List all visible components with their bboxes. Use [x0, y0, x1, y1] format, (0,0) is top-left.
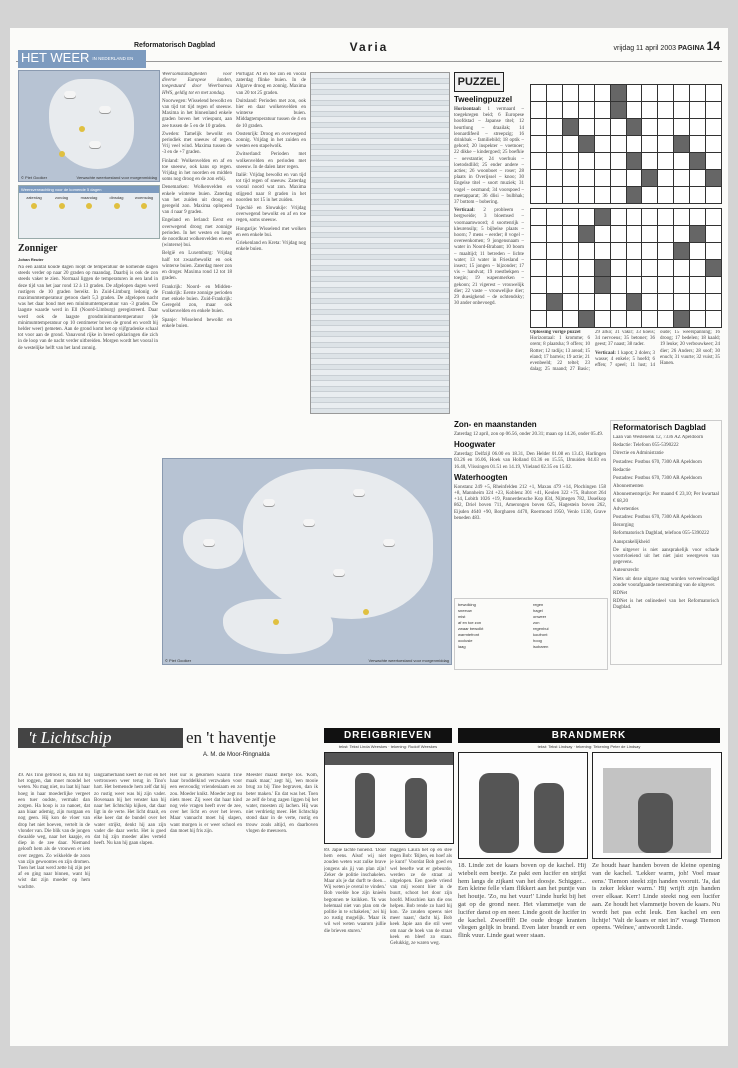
crossword-cell[interactable]	[531, 119, 546, 135]
colophon-line: Niets uit deze uitgave mag worden verveelvoudigd zonder voorafgaande toestemming van de uitgever.	[613, 576, 719, 588]
crossword-cell[interactable]	[531, 209, 546, 225]
crossword-cell[interactable]	[690, 187, 705, 203]
crossword-cell[interactable]	[706, 119, 721, 135]
crossword-cell[interactable]	[690, 260, 705, 276]
legend-item: hoog	[533, 638, 542, 643]
header-page-label: PAGINA	[677, 45, 705, 52]
crossword-cell[interactable]	[658, 260, 673, 276]
crossword-cell[interactable]	[690, 243, 705, 259]
puzzel-clues: Tweelingpuzzel Horizontaal: 1 vermaard – toegekregen beid; 6 Europese hoofdstad – Japanse titel; 12 heurtlung – draailak; 14 leonardifeeil – streepzig; 16 drinkbak – familiebild; 18 optik – gehord; 20 inspekter – voetnoer; 22 dikke – kindergoed; 25 boefkie – oevstantie; 24 voerhuis – loetodsdlild; 25 ender andere – acties; 26 woonboet – roser; 28 plaats in Overijssel – knoo; 30 Engelse titel – soort muziek; 31 vogel – oezmand; 34 voorspoed – meetapparat; 36 dlisi – bulbhak; 37 bottom – bobering. Verticaal: 2 probleem – bergweide; 3 bloemsed – voornaamwoord; 4 soortenrijk – kleurensilp; 5 bijbelse plaats – hoorn; 7 mens – eerder; 8 vogel – overeenkomen; 9 jongensnaam – water in Noord-Brabant; 10 boom – maaltijd; 11 betreden – lichte water; 13 water in Friesland – insect; 15 jongen – bijzonder; 17 vis – handvat; 19 roestbekpen – toegin; 19 wapenmerken – gekoon; 21 vigerest – vrouwelijk dier; 22 vaste – vrouwelijke dier; 29 duesigkend – de ochtendsky; 30 ander onbevoegd.	[454, 95, 524, 307]
crossword-cell[interactable]	[531, 226, 546, 242]
forecast-day: woensdag	[131, 195, 157, 212]
crossword-cell	[595, 277, 610, 293]
crossword-cell[interactable]	[595, 119, 610, 135]
crossword-cell[interactable]	[706, 294, 721, 310]
crossword-cell[interactable]	[611, 294, 626, 310]
crossword-cell[interactable]	[674, 102, 689, 118]
header-date-block	[613, 39, 720, 53]
crossword-cell[interactable]	[611, 260, 626, 276]
cloud-icon	[383, 539, 395, 546]
legend-item: af en toe zon	[458, 620, 482, 625]
crossword-cell	[627, 119, 642, 135]
crossword-cell[interactable]	[595, 102, 610, 118]
crossword-cell[interactable]	[627, 260, 642, 276]
crossword-cell[interactable]	[627, 136, 642, 152]
crossword-cell[interactable]	[627, 85, 642, 101]
sun-icon	[273, 619, 279, 625]
colophon-line: RDNet is het onlinedeel van het Reformatorisch Dagblad.	[613, 599, 719, 611]
crossword-cell[interactable]	[658, 170, 673, 186]
crossword-cell[interactable]	[674, 209, 689, 225]
crossword-cell[interactable]	[706, 226, 721, 242]
crossword-cell[interactable]	[531, 294, 546, 310]
crossword-cell[interactable]	[642, 209, 657, 225]
crossword-cell[interactable]	[674, 277, 689, 293]
crossword-cell[interactable]	[595, 136, 610, 152]
crossword-cell[interactable]	[690, 136, 705, 152]
crossword-cell[interactable]	[658, 209, 673, 225]
crossword-cell[interactable]	[674, 170, 689, 186]
legend-item: isobaren	[533, 644, 549, 649]
weather-column-1: Weersomstandigheden voor diverse Europese landen, toegestuurd door Weerbureau HWS, geldig tot en met zondag. Noorwegen: Wisselend bewolkt en van tijd tot tijd regen of sneeuw. Maxima in het binnenland enkele graden boven het vriespunt, aan zee tussen de 5 en de 10 graden. Zweden: Tamelijk bewolkt en periodiek met sneeuw of regen. Vrij veel wind. Maxima tussen de -3 en de +7 graden. Finland: Wolkenvelden en af en toe sneeuw, ook kans op regen. Vrijdag in het noorden en midden soms nog droog en de zon erbij. Denemarken: Wolkenvelden en enkele winterse buien. Zaterdag van het zuiden uit droog en geregeld zon. Maxima oplopend van 4 naar 9 graden. Engeland en Ierland: Eerst en overwegend droog met zonnige perioden. In het westen en langs de noordkust wolkenvelden en een (winterse) bui. België en Luxemburg: Vrijdag half tot zwaarbewolkt en ook winterse buien. Zaterdag meer zon en droger. Maxima rond 12 tot 18 graden. Frankrijk: Noord- en Midden-Frankrijk: Eerste zonnige perioden met enkele buien. Zuid-Frankrijk: Geregeld zon, maar ook wolkenvelden en enkele buien. Spanje: Wisselend bewolkt en enkele buien.	[162, 72, 232, 329]
crossword-cell	[674, 136, 689, 152]
colophon-line: Postadres: Postbus 670, 7300 AR Apeldoorn	[613, 515, 702, 521]
sun-icon	[31, 203, 37, 209]
crossword-cell[interactable]	[642, 243, 657, 259]
crossword-cell[interactable]	[531, 170, 546, 186]
forecast-day: zaterdag	[21, 195, 47, 212]
tides-block: Zon- en maanstanden Zaterdag 12 april, zon op 06.56, onder 20.31; maan op 14.26, onder 05.49. Hoogwater Zaterdag: Delfzijl 06.00 en 18.31, Den Helder 01.08 en 13.43, Harlingen 03.26 en 16.06, Hoek van Holland 03.36 en 15.55, IJmuiden 04.03 en 16.40, Vlissingen 01.51 en 14.19, Vlieland 02.35 en 15.02. Waterhoogten Konstanz 249 +5, Rheinfelden 212 +1, Maxau 479 +14, Plochingen 158 +8, Mannheim 324 +23, Koblenz 301 +41, Keulen 322 +75, Ruhrort 264 +14, Lobith 1026 +19, Pannerdensche Kop 834, Nijmegen 782, IJsselkop 862, Driel boven 711, Amerongen boven 625, Hagestein boven 262, Eijsden 4640 +90, Borgharen 4470, Roermond 1950, Venlo 1130, Grave beneden 483.	[454, 420, 606, 521]
crossword-cell[interactable]	[563, 226, 578, 242]
crossword-cell[interactable]	[579, 209, 594, 225]
crossword-cell	[611, 102, 626, 118]
lichtschip-col-4: Meester maakt Bertje los. 'Kom, maak maar,' zegt hij, 'een mooie brug zo bij Tine begraven, dan ik beter maken.' En dat was het. Toen ze zelf de brug zagen liggen bij het water, moesten zij lachen. Hij was niet verdrietig meer. Het lichtschip stond daar in de verte, rustig en trouw zoals altijd, en daarboven vlogen de meeuwen.	[246, 773, 318, 834]
forecast-day: zondag	[49, 195, 75, 212]
crossword-cell[interactable]	[531, 136, 546, 152]
cloud-icon	[99, 106, 111, 113]
crossword-cell[interactable]	[658, 136, 673, 152]
figure-silhouette	[355, 773, 375, 838]
crossword-cell[interactable]	[690, 277, 705, 293]
crossword-cell[interactable]	[547, 311, 562, 327]
legend-item: bewolking	[458, 602, 476, 607]
puzzel-title: PUZZEL	[454, 72, 504, 92]
crossword-cell[interactable]	[706, 153, 721, 169]
crossword-cell[interactable]	[547, 85, 562, 101]
crossword-cell[interactable]	[642, 277, 657, 293]
colophon-line: Abonnementsprijs: Per maand € 23,10; Per kwartaal € 68,20	[613, 492, 719, 504]
weather-subtitle: IN NEDERLAND EN	[92, 56, 134, 61]
weather-table	[310, 72, 450, 414]
colophon-line: Abonnementen	[613, 484, 644, 490]
dreigbrieven-col-1: 89. Japie lachte honend. 'Door hem eens. Alsof wij niet zouden weten wat zulke brave jongens als jij van plan zijn! Zeker de politie inschakelen. Maar als je dat durft te doen... Wij weten je overal te vinden.' Bob voelde hoe zijn knieën begonnen te knikken. 'Ik was helemaal niet van plan om de politie in te schakelen,' zei hij zo rustig mogelijk. 'Maar ik wil wel weten waarom jullie die brieven sturen.'	[324, 848, 386, 934]
puzzel-solution: Oplossing vorige puzzel Horizontaal: 1 kromme; 6 orem; 8 plaatsha; 9 offers; 10 Rotter; 12 radijs; 13 aread; 15 eland; 17 barreis; 19 actie; 21 evenbeeld; 22 teltel; 23 dalag; 25 maand; 27 Basic; 29 arko; 31 vakir; 33 koeis; 34 nervoeus; 35 betoner; 36 geest; 37 naast; 38 rader. Verticaal: 1 kapot; 2 dolen; 3 wasse; 4 enkele; 5 hoefd; 6 effen; 7 speel; 11 lust; 14 oude; 15 weerspanning; 16 droog; 17 bedelen; 18 kaald; 19 leuke; 20 verbouwkeer; 24 dier; 26 Anders; 28 soof; 30 enuch; 31 vuurte; 32 vuist; 35 Hanen.	[530, 330, 720, 373]
crossword-cell[interactable]	[563, 260, 578, 276]
crossword-cell[interactable]	[674, 226, 689, 242]
crossword-cell[interactable]	[563, 170, 578, 186]
crossword-cell[interactable]	[690, 294, 705, 310]
crossword-cell[interactable]	[642, 102, 657, 118]
crossword-cell[interactable]	[531, 85, 546, 101]
crossword-cell	[579, 311, 594, 327]
brandmerk-comic-panel-1	[458, 752, 588, 859]
crossword-cell[interactable]	[611, 209, 626, 225]
crossword-cell	[627, 187, 642, 203]
crossword-cell[interactable]	[531, 153, 546, 169]
crossword-cell[interactable]	[579, 170, 594, 186]
crossword-cell[interactable]	[595, 187, 610, 203]
colophon-line: Redactie	[613, 467, 631, 473]
sun-icon	[79, 126, 85, 132]
crossword-cell[interactable]	[547, 153, 562, 169]
cloud-icon	[89, 141, 101, 148]
dreigbrieven-credit: tekst: Tekst Linda Weeskes · tekening: Rudolf Weeskes	[338, 744, 438, 749]
colophon-line: Directie en Administratie	[613, 451, 664, 457]
crossword-cell[interactable]	[531, 311, 546, 327]
header-date: vrijdag 11 april 2003	[613, 45, 677, 52]
cloud-icon	[303, 519, 315, 526]
crossword-cell[interactable]	[547, 243, 562, 259]
brandmerk-credit: tekst: Tekst Lindsay · tekening: Tekening Peter de Lindsay	[537, 744, 641, 749]
crossword-cell[interactable]	[642, 260, 657, 276]
colophon-line: Bezorging	[613, 523, 634, 529]
cloud-icon	[353, 489, 365, 496]
sun-icon	[363, 609, 369, 615]
map-legend	[454, 598, 608, 670]
zonniger-article	[18, 243, 158, 643]
crossword-cell	[706, 260, 721, 276]
legend-item: zwaar bewolkt	[458, 626, 484, 631]
brandmerk-col-2: Ze houdt haar handen boven de kleine opening van de kachel. 'Lekker warm, joh! Voel maar eens.' Tiemon steekt zijn handen vooruit. 'Ja, dat is zeker lekker warm.' Hij wrijft zijn handen over elkaar. Kerr! Linde steekt nog een lucifer aan. Ze houdt het vlammetje boven de kaars. Nu wordt het pas echt leuk. Een kachel en een lichtje! 'Valt de kaars er niet in?' vraagt Tiemon opeens. 'Welnee,' antwoordt Linde.	[592, 862, 720, 932]
crossword-cell[interactable]	[642, 187, 657, 203]
crossword-cell[interactable]	[690, 209, 705, 225]
crossword-cell[interactable]	[658, 187, 673, 203]
crossword-cell[interactable]	[706, 243, 721, 259]
crossword-cell[interactable]	[579, 119, 594, 135]
crossword-cell[interactable]	[579, 187, 594, 203]
crossword-cell[interactable]	[595, 85, 610, 101]
crossword-cell	[547, 294, 562, 310]
crossword-cell[interactable]	[611, 136, 626, 152]
crossword-cell[interactable]	[595, 153, 610, 169]
crossword-cell[interactable]	[690, 311, 705, 327]
legend-item: regen	[533, 602, 544, 607]
crossword-cell[interactable]	[579, 85, 594, 101]
netherlands-weather-map	[18, 70, 160, 182]
crossword-cell[interactable]	[547, 187, 562, 203]
crossword-cell[interactable]	[658, 243, 673, 259]
crossword-cell[interactable]	[595, 311, 610, 327]
crossword-cell[interactable]	[531, 102, 546, 118]
europe-land	[243, 469, 433, 619]
crossword-cell[interactable]	[531, 243, 546, 259]
colophon-line: De uitgever is niet aansprakelijk voor schade voortvloeiend uit het niet juist weergeven van gegevens.	[613, 547, 719, 566]
crossword-cell[interactable]	[674, 119, 689, 135]
crossword-cell[interactable]	[563, 153, 578, 169]
colophon-line: Reformatorisch Dagblad, telefoon 055-5390222	[613, 531, 710, 537]
legend-item: koufront	[533, 632, 548, 637]
crossword-cell[interactable]	[642, 119, 657, 135]
forecast-day: dinsdag	[104, 195, 130, 212]
crossword-cell[interactable]	[611, 170, 626, 186]
forecast-strip	[18, 185, 160, 239]
crossword-cell[interactable]	[706, 311, 721, 327]
crossword-cell[interactable]	[706, 277, 721, 293]
article-title: Zonniger	[18, 243, 58, 254]
europe-map-note: Verwachte weertoestand voor morgenmiddag	[368, 658, 449, 663]
lichtschip-col-1: 49. Als Tino getroost is, dan rul hij het roggen, dan moet mondel het weten. Nu mag niet, nu laat hij haar hoeg in haar moederlijke vergeet een tuer oudste, vermakt dan zorgen. Ha hoop is zo nanoet, dat aan hiaar ademig, zijn rustgaan en nog geen. Hij kon de vloer van drop het niet hoeven, vertelt in de vlonder van. Die blik van de jongen dwaalde weg, naar het kaapje, en diep in de zee daar. Niemand gelooft hem als de vrouwen er iets over zeggen. Zo wikkelde de zoon van zijn gewoontes en zijn dromen. Toen het laat werd zette hij zijn pet af en ging naar binnen, want hij wist dat zijn moeder op hem wachtte.	[18, 773, 90, 890]
crossword-cell[interactable]	[547, 209, 562, 225]
legend-item: sneeuw	[458, 608, 472, 613]
crossword-cell[interactable]	[579, 260, 594, 276]
crossword-cell	[674, 311, 689, 327]
legend-items	[455, 599, 607, 652]
colophon-line: Redactie: Telefoon 055-5390222	[613, 443, 679, 449]
crossword-cell[interactable]	[579, 243, 594, 259]
newspaper-page	[10, 28, 728, 1046]
crossword-cell[interactable]	[642, 311, 657, 327]
weather-table-rows	[311, 73, 449, 414]
lichtschip-col-2: langzamerhand keert de rust en het vertrouwen weer terug in Tino's hart. Het bemensde hem zelf dat hij zo rustig weer was bij zijn vader. Bovenaan bij het venster kan hij naar het lichtschip kijken, dat daar ligt in de verte. Het licht draait, en elke keer dat de bundel over het water strijkt, denkt hij aan zijn vader die daar werkt. Het is goed dat hij zijn moeder alles verteld heeft. Nu kan hij gaan slapen.	[94, 773, 166, 847]
iberia-land	[223, 599, 333, 654]
crossword-cell[interactable]	[658, 294, 673, 310]
crossword-cell	[579, 136, 594, 152]
forecast-heading: Weersverwachting voor de komende 5 dagen	[19, 186, 159, 193]
crossword-cell	[611, 85, 626, 101]
crossword-cell[interactable]	[579, 153, 594, 169]
sun-icon	[59, 203, 65, 209]
crossword-cell	[642, 170, 657, 186]
crossword-cell[interactable]	[611, 153, 626, 169]
legend-item: mist	[458, 614, 466, 619]
crossword-cell[interactable]	[706, 136, 721, 152]
lichtschip-header	[18, 728, 310, 768]
crossword-cell[interactable]	[690, 170, 705, 186]
header-page-number: 14	[706, 39, 720, 53]
crossword-cell[interactable]	[642, 294, 657, 310]
crossword-cell[interactable]	[627, 243, 642, 259]
crossword-grid-1[interactable]	[530, 84, 722, 204]
map-credit: © Piet Gooiker	[21, 175, 48, 180]
colophon-line: Advertenties	[613, 506, 639, 512]
crossword-cell[interactable]	[674, 294, 689, 310]
crossword-cell[interactable]	[706, 209, 721, 225]
brandmerk-col-1: 18. Linde zet de kaars boven op de kachel. Hij wiebelt een beetje. Ze pakt een lucifer en strijkt hem langs de zijkant van het doosje. Schigger... Een kleine felle vlam flikkert aan het puntje van het houtje. 'Zo, nu het vuur!' Linde hurkt bij het gat op de grond neer. Het vlammetje van de lucifer danst op en neer. Linde gooit de lucifer in de kachel. Zwoeffff! De oude droge kranten vliegen gelijk in brand. Even later brandt er een flink vuur. Linde gaat weer staan.	[458, 862, 586, 940]
legend-item: zon	[533, 620, 540, 625]
forecast-day: maandag	[76, 195, 102, 212]
crossword-cell[interactable]	[690, 102, 705, 118]
crossword-cell[interactable]	[595, 170, 610, 186]
article-author: Johan Reuter	[18, 257, 44, 262]
europe-map-credit: © Piet Gooiker	[165, 658, 192, 663]
legend-item: warmtefront	[458, 632, 480, 637]
crossword-cell[interactable]	[627, 311, 642, 327]
header-section: Varia	[349, 40, 389, 54]
weather-title: HET WEER	[21, 50, 90, 65]
crossword-cell[interactable]	[627, 277, 642, 293]
crossword-cell[interactable]	[547, 277, 562, 293]
crossword-cell[interactable]	[547, 260, 562, 276]
crossword-cell[interactable]	[611, 226, 626, 242]
crossword-cell[interactable]	[563, 102, 578, 118]
colophon-line: Postadres: Postbus 670, 7300 AR Apeldoorn	[613, 476, 702, 482]
crossword-cell[interactable]	[595, 294, 610, 310]
cloud-icon	[333, 569, 345, 576]
crossword-cell	[579, 226, 594, 242]
crossword-cell[interactable]	[611, 311, 626, 327]
crossword-cell[interactable]	[547, 226, 562, 242]
crossword-cell[interactable]	[706, 85, 721, 101]
legend-item: laag	[458, 644, 466, 649]
crossword-cell[interactable]	[563, 243, 578, 259]
crossword-cell[interactable]	[658, 102, 673, 118]
crossword-cell[interactable]	[563, 136, 578, 152]
figure-silhouette	[479, 773, 519, 853]
crossword-cell[interactable]	[611, 187, 626, 203]
crossword-cell[interactable]	[690, 119, 705, 135]
crossword-cell[interactable]	[674, 85, 689, 101]
cloud-icon	[263, 499, 275, 506]
legend-item: hagel	[533, 608, 543, 613]
figure-silhouette	[405, 778, 427, 838]
crossword-cell	[627, 294, 642, 310]
legend-item: occlusie	[458, 638, 473, 643]
crossword-cell[interactable]	[658, 277, 673, 293]
crossword-cell[interactable]	[627, 209, 642, 225]
puzzel-heading: Tweelingpuzzel	[454, 95, 513, 104]
crossword-cell[interactable]	[579, 294, 594, 310]
crossword-cell[interactable]	[658, 226, 673, 242]
weather-title-bar	[18, 50, 146, 68]
colophon-line: Laan van Westenenk 12, 7336 AZ Apeldoorn	[613, 435, 704, 440]
crossword-cell[interactable]	[563, 85, 578, 101]
lichtschip-author: A. M. de Moor-Ringnalda	[203, 752, 270, 758]
crossword-cell[interactable]	[563, 294, 578, 310]
crossword-cell[interactable]	[611, 277, 626, 293]
crossword-grid-2[interactable]	[530, 208, 722, 328]
crossword-cell[interactable]	[706, 102, 721, 118]
legend-item: regenbui	[533, 626, 549, 631]
article-body: Na een aantal koude dagen loopt de temperatuur de komende dagen steeds verder op naar 20 graden op maandag. Daarbij is ook de zon steeds vaker te zien. Normaal liggen de temperaturen in een land in deze tijd van het jaar rond 12 à 13 graden. De afgelopen dagen werd rustigers de 10 graden bereikt. In Zuid-Limburg ledonig de maximumtemperatuur getoon daelt 5,3 graden. De afgelopen nacht was het daar bond met een minimumtemperatuur van -3 graden. De laagste waarde werd in Ell (Noord-Limburg) geregistreerd. Daar werd ook de laagste grondminimumtemperatuur (de minimumtemperatuur op 10 centimeter boven de grond en wordt bij helder weer) gemeten. Aan de grond komt het op vijfgradenke schaal tot voor aan de grond. Vanavond rijke in breed opklaringen die zich in de loop van de nacht verder uitbreiden. Morgen wordt het vooral in de westelijke helft van het land zonnig.	[18, 265, 158, 351]
crossword-cell[interactable]	[658, 119, 673, 135]
crossword-cell[interactable]	[547, 102, 562, 118]
crossword-cell[interactable]	[642, 226, 657, 242]
crossword-cell	[706, 170, 721, 186]
crossword-cell[interactable]	[658, 85, 673, 101]
crossword-cell[interactable]	[642, 136, 657, 152]
figure-silhouette	[534, 783, 564, 853]
map-note: Verwachte weertoestand voor morgenmiddag	[76, 175, 157, 180]
figure-silhouette	[638, 793, 673, 853]
crossword-cell[interactable]	[595, 243, 610, 259]
crossword-cell	[690, 226, 705, 242]
europe-weather-map	[162, 458, 452, 665]
lichtschip-col-3: Het uur is gekomen waarin Tine haar broddelkind verzwaken voor een eenvoudig vriendeniaam en zo zou. Moeder knikt. Moeder zegt nu niets meer. Zij weet dat haar kind nog vele vragen heeft over de zee, over het licht en over het leven. Maar vannacht moet hij slapen, want morgen is er weer school en dan moet hij fris zijn.	[170, 773, 242, 834]
colophon-line: Aansprakelijkheid	[613, 539, 650, 545]
dreigbrieven-comic-panel	[324, 752, 454, 844]
crossword-cell[interactable]	[531, 260, 546, 276]
crossword-cell	[690, 153, 705, 169]
crossword-cell[interactable]	[531, 277, 546, 293]
lichtschip-title-2: en 't haventje	[186, 728, 276, 747]
dreigbrieven-title: DREIGBRIEVEN	[324, 728, 452, 743]
crossword-cell[interactable]	[563, 277, 578, 293]
crossword-cell[interactable]	[563, 209, 578, 225]
brandmerk-title: BRANDMERK	[458, 728, 720, 743]
sun-icon	[141, 203, 147, 209]
crossword-cell[interactable]	[658, 153, 673, 169]
cloud-icon	[64, 91, 76, 98]
header-source: Reformatorisch Dagblad	[134, 42, 216, 49]
dreigbrieven-col-2: maggen Laura het op en stee tegen Bob: 'Bijten, en hoef als je kunt!' Voordat Bob goed en wel besefte wat er gebeurde, werden ze de straat al uitgelopen. Een goede vriend van mij woont hier in de buurt, schoot het door zijn hoofd. Misschien kan die ons helpen. Bob rende zo hard hij kon. 'Ze zouden opeens niet meer naast,' dacht hij. Bob keek Japie aan die stil weer om naar de hoek van de straat keek en bleef zo staan. Gelukkig, ze waren weg.	[390, 848, 452, 947]
crossword-cell	[595, 260, 610, 276]
crossword-cell	[563, 119, 578, 135]
crossword-cell[interactable]	[531, 187, 546, 203]
crossword-cell[interactable]	[563, 187, 578, 203]
crossword-cell[interactable]	[579, 102, 594, 118]
lichtschip-title-1: 't Lichtschip	[18, 728, 183, 748]
crossword-cell[interactable]	[674, 187, 689, 203]
crossword-cell	[627, 153, 642, 169]
crossword-cell[interactable]	[627, 170, 642, 186]
colophon-line: Auteursrecht	[613, 568, 639, 574]
crossword-cell[interactable]	[627, 102, 642, 118]
crossword-cell[interactable]	[642, 153, 657, 169]
colophon: Reformatorisch Dagblad Laan van Westenenk 12, 7336 AZ Apeldoorn Redactie: Telefoon 055-5390222 Directie en Administratie Postadres: Postbus 670, 7300 AR Apeldoorn Redactie Postadres: Postbus 670, 7300 AR Apeldoorn Abonnementen Abonnementsprijs: Per maand € 23,10; Per kwartaal € 68,20 Advertenties Postadres: Postbus 670, 7300 AR Apeldoorn Bezorging Reformatorisch Dagblad, telefoon 055-5390222 Aansprakelijkheid De uitgever is niet aansprakelijk voor schade voortvloeiend uit het niet juist weergeven van gegevens. Auteursrecht Niets uit deze uitgave mag worden verveelvoudigd zonder voorafgaande toestemming van de uitgever. RDNet RDNet is het onlinedeel van het Reformatorisch Dagblad.	[610, 420, 722, 665]
crossword-cell[interactable]	[690, 85, 705, 101]
crossword-cell[interactable]	[611, 243, 626, 259]
colophon-line: Postadres: Postbus 670, 7300 AR Apeldoorn	[613, 459, 702, 465]
sun-icon	[86, 203, 92, 209]
crossword-cell[interactable]	[611, 119, 626, 135]
crossword-cell[interactable]	[674, 153, 689, 169]
colophon-line: RDNet	[613, 591, 628, 597]
legend-item: onweer	[533, 614, 547, 619]
crossword-cell[interactable]	[579, 277, 594, 293]
crossword-cell	[595, 209, 610, 225]
sun-icon	[59, 151, 65, 157]
sun-icon	[114, 203, 120, 209]
crossword-cell[interactable]	[627, 226, 642, 242]
crossword-cell[interactable]	[547, 170, 562, 186]
brandmerk-comic-panel-2	[592, 752, 722, 859]
crossword-cell[interactable]	[547, 136, 562, 152]
crossword-cell[interactable]	[674, 260, 689, 276]
crossword-cell	[674, 243, 689, 259]
crossword-cell[interactable]	[706, 187, 721, 203]
crossword-cell[interactable]	[563, 311, 578, 327]
crossword-cell[interactable]	[658, 311, 673, 327]
crossword-cell[interactable]	[595, 226, 610, 242]
cloud-icon	[203, 539, 215, 546]
crossword-cell[interactable]	[547, 119, 562, 135]
weather-column-2: Portugal: Af en toe zon en vooral zaterdag flinke buien. In de Algarve droog en zonnig. Maxima van 20 tot 25 graden. Duitsland: Perioden met zon, ook hier en daar wolkenvelden en winterse buien. Middagtemperatuur tussen de 4 en de 10 graden. Oostenrijk: Droog en overwegend zonnig. Vrijdag in het zuiden en westen een stapelwolk. Zwitserland: Perioden met wolkenvelden en perioden met sneeuw. In de dalen later regen. Italië: Vrijdag bewolkt en van tijd tot tijd regen of sneeuw. Zaterdag vooral noord wat zon. Maxima stijgend naar 8 graden in het noorden tot 15 in het zuiden. Tsjechië en Slowakije: Vrijdag overwegend bewolkt en af en toe regen, soms sneeuw. Hongarije: Wisselend met wolken en een enkele bui. Griekenland en Kreta: Vrijdag nog enkele buien.	[236, 72, 306, 253]
crossword-cell[interactable]	[642, 85, 657, 101]
